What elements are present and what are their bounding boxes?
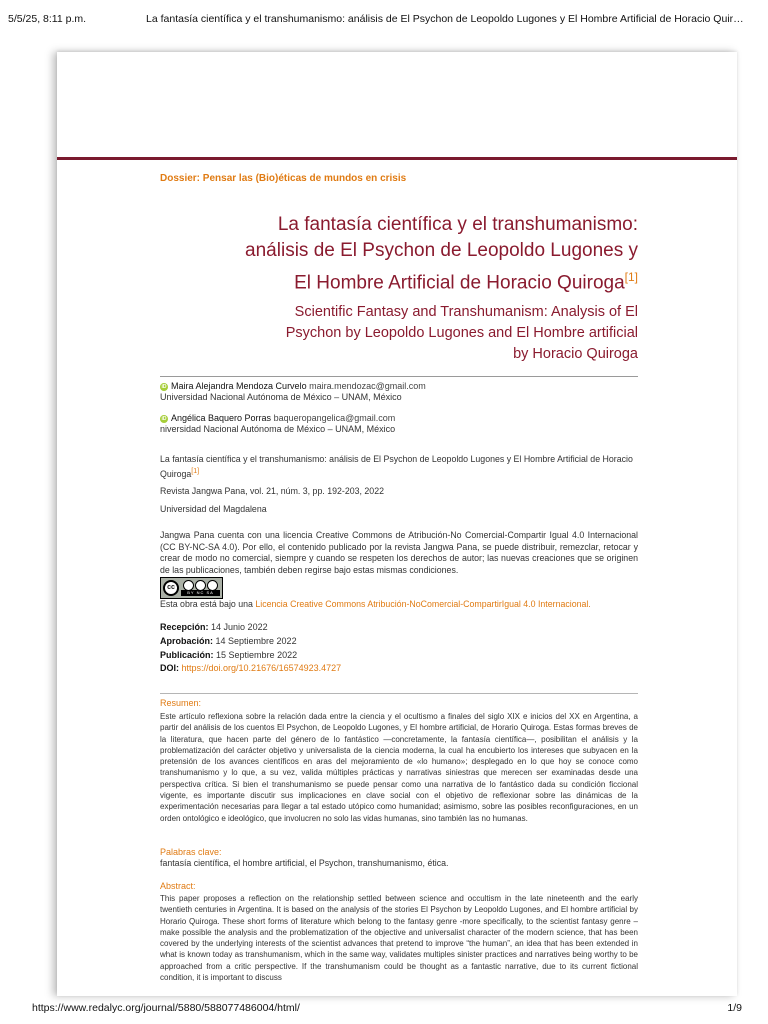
journal-reference: Revista Jangwa Pana, vol. 21, núm. 3, pp. 192-203, 2022 [160, 486, 384, 496]
title-en-line: by Horacio Quiroga [513, 346, 638, 362]
abstract-heading: Abstract: [160, 881, 196, 891]
doi-link[interactable]: https://doi.org/10.21676/16574923.4727 [181, 663, 342, 673]
author-affiliation: niversidad Nacional Autónoma de México – UNAM, México [160, 424, 396, 434]
title-es-line: El Hombre Artificial de Horacio Quiroga [294, 272, 625, 294]
keywords-text: fantasía científica, el hombre artificial, el Psychon, transhumanismo, ética. [160, 858, 449, 868]
footnote-link[interactable]: [1] [191, 467, 200, 475]
publisher: Universidad del Magdalena [160, 504, 267, 514]
keywords-heading: Palabras clave: [160, 847, 222, 857]
citation-title: La fantasía científica y el transhumanismo: análisis de El Psychon de Leopoldo Lugones y El Hombre Artificial de Horacio Quiroga[1] [160, 454, 633, 479]
print-header [0, 0, 768, 30]
reception-date: Recepción: 14 Junio 2022 [160, 622, 268, 632]
orcid-icon[interactable]: iD [161, 415, 167, 422]
print-url[interactable]: https://www.redalyc.org/journal/5880/588077486004/html/ [32, 1002, 300, 1014]
title-en-line: Scientific Fantasy and Transhumanism: Analysis of El [294, 304, 638, 320]
print-footer [0, 1000, 768, 1024]
footnote-link[interactable]: [1] [624, 270, 638, 284]
print-page-number: 1/9 [727, 1002, 742, 1014]
author-email[interactable]: maira.mendozac@gmail.com [309, 381, 426, 391]
cc-badge-label: BY NC SA [181, 590, 220, 596]
author-affiliation: Universidad Nacional Autónoma de México – UNAM, México [160, 392, 402, 402]
resumen-heading: Resumen: [160, 698, 202, 708]
orcid-icon[interactable]: iD [161, 383, 167, 390]
doi: DOI: https://doi.org/10.21676/16574923.4727 [160, 663, 342, 673]
author-name: Angélica Baquero Porras [171, 413, 272, 423]
title-es-line: análisis de El Psychon de Leopoldo Lugones y [245, 240, 638, 261]
publication-date: Publicación: 15 Septiembre 2022 [160, 650, 298, 660]
author-email[interactable]: baqueropangelica@gmail.com [273, 413, 396, 423]
creative-commons-badge[interactable] [160, 577, 223, 599]
title-english [160, 302, 638, 365]
resumen-text: Este artículo reflexiona sobre la relación dada entre la ciencia y el ocultismo a finales del siglo XIX e inicios del XX en Argentina, a partir del análisis de los cuentos El Psychon, de Leopoldo Lugones, y El hombre artificial, de Horario Quiroga. Estas formas breves de la literatura, que hacen parte del género de lo fantástico —concretamente, la fantasía científica—, posibilitan el análisis y la problematización del carácter objetivo y universalista de la ciencia moderna, la cual ha encubierto los intereses que subyacen en la pretensión de los avances científicos en aras del mejoramiento de «lo humano»; desplegado en lo que hoy se conoce como transhumanismo y lo que, a su vez, valida múltiples prácticas y narrativas siniestras que merecen ser examinadas desde una perspectiva crítica. Si bien el transhumanismo se puede pensar como una narrativa de lo fantástico dada su condición ficcional vigente, es importante discutir sus implicaciones en clave social con el objetivo de reflexionar sobre las dinámicas de la experimentación necesarias para llegar a tal estado utópico como humanidad; asimismo, sobre las posibles reconfiguraciones, en un orden ontológico e ideológico, que involucren no solo las vidas humanas, sino también las no humanas. [160, 712, 638, 823]
license-line: Esta obra está bajo una Licencia Creative Commons Atribución-NoComercial-CompartirIgual 4.0 Internacional. [160, 599, 591, 609]
author-1 [160, 381, 426, 403]
license-statement: Jangwa Pana cuenta con una licencia Creative Commons de Atribución-No Comercial-Compartir Igual 4.0 Internacional (CC BY-NC-SA 4.0). Por ello, el contenido publicado por la revista Jangwa Pana, se puede distribuir, remezclar, retocar y crear de modo no comercial, siempre y cuando se respeten los derechos de autor; las nuevas creaciones que se originen de las publicaciones, también deben regirse bajo estas mismas condiciones. [160, 530, 638, 575]
title-spanish [160, 212, 638, 296]
title-en-line: Psychon by Leopoldo Lugones and El Hombre artificial [285, 325, 638, 341]
print-page-title: La fantasía científica y el transhumanismo: análisis de El Psychon de Leopoldo Lugones y El Hombre Artificial de Horacio Quir… [146, 13, 744, 25]
authors-divider [160, 376, 638, 377]
approval-date: Aprobación: 14 Septiembre 2022 [160, 636, 297, 646]
dossier-label: Dossier: Pensar las (Bio)éticas de mundos en crisis [160, 173, 407, 184]
cc-icon: cc [163, 580, 179, 596]
article-page [57, 52, 737, 996]
author-name: Maira Alejandra Mendoza Curvelo [171, 381, 307, 391]
header-divider [57, 157, 737, 160]
license-link[interactable]: Licencia Creative Commons Atribución-NoComercial-CompartirIgual 4.0 Internacional. [255, 599, 591, 609]
author-2 [160, 413, 395, 435]
print-datetime: 5/5/25, 8:11 p.m. [8, 13, 87, 25]
title-es-line: La fantasía científica y el transhumanismo: [277, 214, 638, 235]
abstract-text: This paper proposes a reflection on the relationship settled between science and occultism in the late nineteenth and the early twentieth centuries in Argentina. It is based on the analysis of the stories El Psychon by Leopoldo Lugones, and El hombre artificial by Horario Quiroga. These short forms of literature which belong to the fantasy genre -more specifically, to the scientist fantasy genre – make possible the analysis and the problematization of the objective and universalist character of the modern science, that has been covered by the underlying interests of the scientist advances that pretend to improve “the human”, an idea that has been extended in what is known today as transhumanism, which in the same way, validates multiples sinister practices and narratives being worthy to be approached from a critic perspective. If the transhumanism could be thought as a fantastic narrative, due to its current fictional condition, it is important to discuss [160, 894, 638, 983]
abstract-divider [160, 693, 638, 694]
